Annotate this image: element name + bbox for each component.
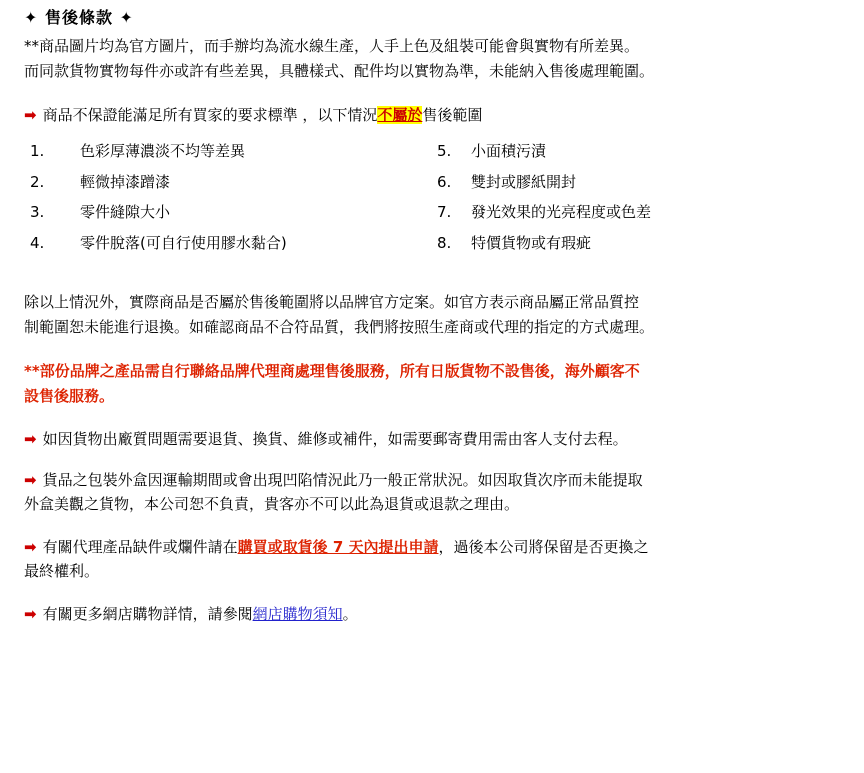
arrow-icon: ➡ [24,537,37,556]
policy-line-2: 制範圍恕未能進行退換。如確認商品不合符品質，我們將按照生產商或代理的指定的方式處理。 [24,318,655,337]
list-item-number: 5. [437,141,452,160]
list-item-label: 特價貨物或有瑕疵 [471,234,592,253]
exclusion-list-left [24,141,437,264]
list-item [24,233,437,255]
list-item [437,202,850,224]
list-item-label: 色彩厚薄濃淡不均等差異 [80,141,246,160]
bullet-packaging-line-2: 外盒美觀之貨物，本公司恕不負責，貴客亦不可以此為退貨或退款之理由。 [24,495,520,514]
agent-claim-line-2: 最終權利。 [24,562,100,581]
bullet-shipping-fee-text: 如因貨物出廠質問題需要退貨、換貨、維修或補件，如需要郵寄費用需由客人支付去程。 [42,429,628,448]
list-item-number: 8. [437,234,452,253]
bullet-packaging-line-1: 貨品之包裝外盒因運輸期間或會出現凹陷情況此乃一般正常狀況。如因取貨次序而未能提取 [42,471,643,490]
exclusion-notice-before: 商品不保證能滿足所有買家的要求標準 ，以下情況 [42,105,378,124]
list-item-number: 1. [30,141,45,160]
bullet-shipping-fee [24,428,850,451]
intro-line-2: 而同款貨物實物每件亦或許有些差異，具體樣式、配件均以實物為準，未能納入售後處理範圍。 [24,62,655,81]
list-item-label: 發光效果的光亮程度或色差 [471,203,652,222]
arrow-icon: ➡ [24,429,37,448]
shop-guide-link[interactable]: 網店購物須知 [252,604,343,623]
list-item-number: 7. [437,203,452,222]
list-item-number: 3. [30,203,45,222]
policy-line-1: 除以上情況外，實際商品是否屬於售後範圍將以品牌官方定案。如官方表示商品屬正常品質控 [24,292,640,311]
footer-note-before: 有關更多網店購物詳情，請參閱 [42,604,253,623]
intro-line-1: **商品圖片均為官方圖片，而手辦均為流水線生產，人手上色及組裝可能會與實物有所差異。 [24,37,640,56]
arrow-icon: ➡ [24,604,37,623]
bullet-packaging [24,469,850,492]
list-item [437,233,850,255]
list-item [437,141,850,163]
list-item-label: 小面積污漬 [471,141,547,160]
list-item-label: 雙封或膠紙開封 [471,172,577,191]
list-item-number: 4. [30,234,45,253]
list-item-label: 零件脫落(可自行使用膠水黏合) [80,234,287,253]
list-item [24,202,437,224]
exclusion-list-right [437,141,850,264]
list-item-number: 6. [437,172,452,191]
footer-note-after: 。 [342,604,358,623]
footer-note [24,603,850,626]
exclusion-notice-after: 售後範圍 [422,105,483,124]
list-item-label: 零件縫隙大小 [80,203,171,222]
arrow-icon: ➡ [24,471,37,490]
agent-claim-before: 有關代理產品缺件或爛件請在 [42,537,238,556]
warning-line-2: 設售後服務。 [24,387,115,406]
exclusion-notice [24,104,850,127]
warning-line-1: **部份品牌之產品需自行聯絡品牌代理商處理售後服務，所有日版貨物不設售後，海外顧客不 [24,361,640,380]
list-item-number: 2. [30,172,45,191]
agent-claim-emphasis: 購買或取貨後 7 天內提出申請 [237,537,439,556]
exclusion-lists [24,141,850,264]
list-item [24,172,437,194]
page-title: ✦ 售後條款 ✦ [24,8,134,27]
arrow-icon: ➡ [24,105,37,124]
list-item-label: 輕微掉漆蹭漆 [80,172,171,191]
list-item [437,172,850,194]
bullet-agent-claim [24,536,850,559]
exclusion-notice-highlight: 不屬於 [377,105,423,124]
agent-claim-after: ，過後本公司將保留是否更換之 [438,537,649,556]
list-item [24,141,437,163]
